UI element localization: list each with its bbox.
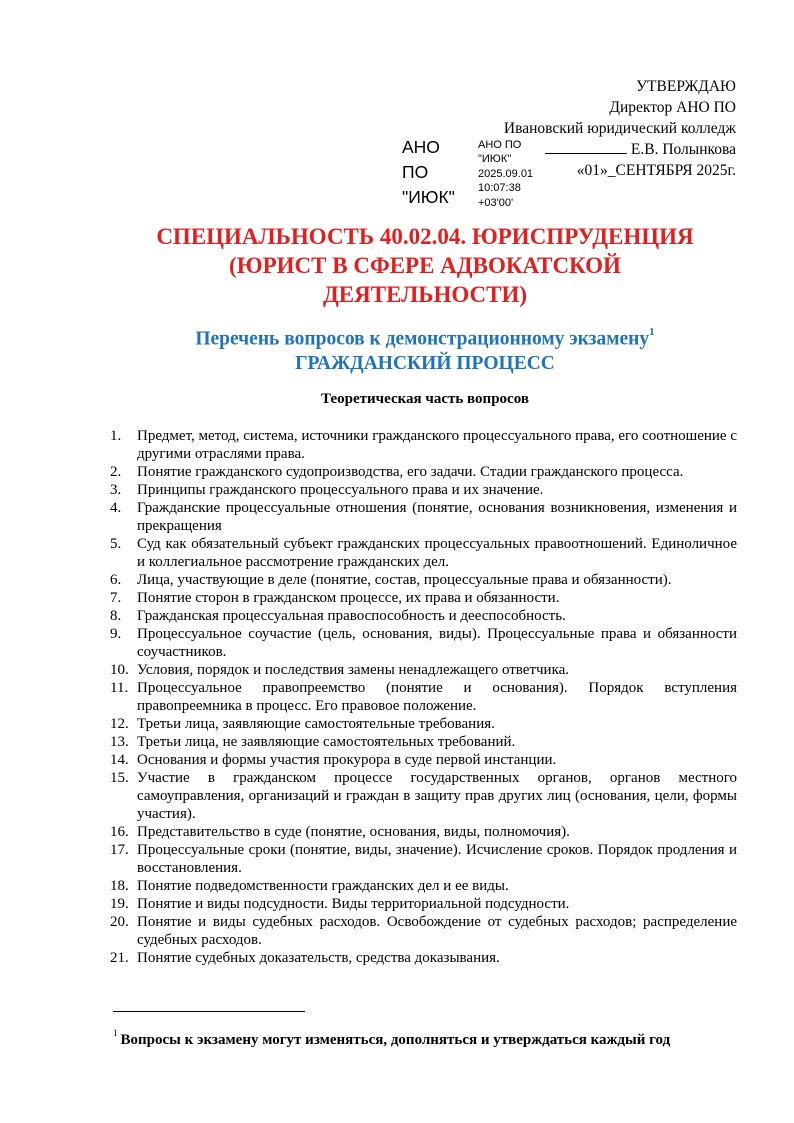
question-number: 21. bbox=[110, 950, 129, 966]
question-number: 2. bbox=[110, 464, 122, 480]
question-number: 16. bbox=[110, 824, 129, 840]
question-list bbox=[110, 427, 737, 967]
approval-signatory: Е.В. Полынкова bbox=[630, 141, 736, 158]
question-text: Предмет, метод, система, источники гражданского процессуального права, его соотношение с другими отраслями права. bbox=[137, 428, 737, 462]
question-text: Процессуальное правопреемство (понятие и основания). Порядок вступления правопреемника в процесс. Его правовое положение. bbox=[137, 680, 737, 714]
digital-signature-details bbox=[478, 138, 548, 210]
list-item bbox=[110, 481, 737, 499]
question-number: 20. bbox=[110, 914, 129, 930]
exam-subtitle bbox=[60, 322, 790, 376]
question-number: 7. bbox=[110, 590, 122, 606]
list-item bbox=[110, 841, 737, 877]
question-number: 1. bbox=[110, 428, 122, 444]
approval-heading: УТВЕРЖДАЮ bbox=[636, 78, 736, 95]
footnote-reference[interactable]: 1 bbox=[649, 326, 655, 338]
approval-organization: Ивановский юридический колледж bbox=[503, 120, 736, 137]
list-item bbox=[110, 715, 737, 733]
question-number: 13. bbox=[110, 734, 129, 750]
list-item bbox=[110, 895, 737, 913]
list-item bbox=[110, 607, 737, 625]
signature-small-line: 10:07:38 bbox=[478, 182, 521, 195]
question-text: Понятие судебных доказательств, средства доказывания. bbox=[137, 950, 500, 966]
list-item bbox=[110, 625, 737, 661]
specialty-title-line: СПЕЦИАЛЬНОСТЬ 40.02.04. ЮРИСПРУДЕНЦИЯ bbox=[156, 224, 694, 249]
specialty-title bbox=[60, 222, 790, 309]
question-number: 9. bbox=[110, 626, 122, 642]
question-text: Лица, участвующие в деле (понятие, состав, процессуальные права и обязанности). bbox=[137, 572, 672, 588]
question-number: 18. bbox=[110, 878, 129, 894]
list-item bbox=[110, 877, 737, 895]
list-item bbox=[110, 661, 737, 679]
question-text: Понятие подведомственности гражданских дел и ее виды. bbox=[137, 878, 509, 894]
list-item bbox=[110, 949, 737, 967]
signature-blank bbox=[545, 139, 627, 154]
question-number: 4. bbox=[110, 500, 122, 516]
question-number: 12. bbox=[110, 716, 129, 732]
question-number: 3. bbox=[110, 482, 122, 498]
list-item bbox=[110, 535, 737, 571]
specialty-title-line: (ЮРИСТ В СФЕРЕ АДВОКАТСКОЙ bbox=[229, 253, 621, 278]
question-text: Условия, порядок и последствия замены ненадлежащего ответчика. bbox=[137, 662, 570, 678]
question-number: 14. bbox=[110, 752, 129, 768]
question-text: Участие в гражданском процессе государственных органов, органов местного самоуправления, организаций и граждан в защиту прав других лиц (основания, цели, формы участия). bbox=[137, 770, 737, 822]
signature-large-line: АНО bbox=[402, 137, 440, 157]
footnote-separator bbox=[113, 1011, 305, 1012]
footnote-text: Вопросы к экзамену могут изменяться, дополняться и утверждаться каждый год bbox=[120, 1032, 671, 1048]
question-text: Понятие и виды подсудности. Виды территориальной подсудности. bbox=[137, 896, 570, 912]
subject-title: ГРАЖДАНСКИЙ ПРОЦЕСС bbox=[295, 352, 555, 374]
signature-small-line: 2025.09.01 bbox=[478, 167, 534, 180]
question-number: 17. bbox=[110, 842, 129, 858]
signature-large-line: ПО bbox=[402, 162, 429, 182]
question-text: Гражданская процессуальная правоспособность и дееспособность. bbox=[137, 608, 566, 624]
signature-small-line: АНО ПО bbox=[478, 139, 522, 151]
question-number: 6. bbox=[110, 572, 122, 588]
question-number: 15. bbox=[110, 770, 129, 786]
list-item bbox=[110, 499, 737, 535]
approval-date: «01»_СЕНТЯБРЯ 2025г. bbox=[576, 162, 736, 179]
question-text: Процессуальное соучастие (цель, основания, виды). Процессуальные права и обязанности соучастников. bbox=[137, 626, 737, 660]
list-item bbox=[110, 823, 737, 841]
signature-small-line: "ИЮК" bbox=[478, 153, 512, 166]
question-text: Понятие сторон в гражданском процессе, их права и обязанности. bbox=[137, 590, 560, 606]
list-item bbox=[110, 913, 737, 949]
question-number: 8. bbox=[110, 608, 122, 624]
list-item bbox=[110, 571, 737, 589]
question-text: Гражданские процессуальные отношения (понятие, основания возникновения, изменения и прекращения bbox=[137, 500, 737, 534]
list-item bbox=[110, 427, 737, 463]
question-text: Процессуальные сроки (понятие, виды, значение). Исчисление сроков. Порядок продления и восстановления. bbox=[137, 842, 737, 876]
question-text: Принципы гражданского процессуального права и их значение. bbox=[137, 482, 544, 498]
question-text: Основания и формы участия прокурора в суде первой инстанции. bbox=[137, 752, 557, 768]
exam-subtitle-text: Перечень вопросов к демонстрационному экзамену bbox=[195, 328, 650, 350]
exam-subtitle-line bbox=[60, 322, 790, 352]
signature-small-line: +03'00' bbox=[478, 196, 514, 209]
question-text: Понятие гражданского судопроизводства, его задачи. Стадии гражданского процесса. bbox=[137, 464, 684, 480]
list-item bbox=[110, 733, 737, 751]
question-text: Понятие и виды судебных расходов. Освобождение от судебных расходов; распределение судебных расходов. bbox=[137, 914, 737, 948]
list-item bbox=[110, 769, 737, 823]
approval-position: Директор АНО ПО bbox=[609, 99, 736, 116]
signature-large-line: "ИЮК" bbox=[402, 187, 455, 207]
question-number: 11. bbox=[110, 680, 129, 696]
question-text: Суд как обязательный субъект гражданских процессуальных правоотношений. Единоличное и коллегиальное рассмотрение гражданских дел. bbox=[137, 536, 737, 570]
question-number: 10. bbox=[110, 662, 129, 678]
question-number: 19. bbox=[110, 896, 129, 912]
question-text: Представительство в суде (понятие, основания, виды, полномочия). bbox=[137, 824, 570, 840]
question-text: Третьи лица, не заявляющие самостоятельных требований. bbox=[137, 734, 516, 750]
footnote bbox=[113, 1026, 753, 1049]
list-item bbox=[110, 589, 737, 607]
list-item bbox=[110, 751, 737, 769]
list-item bbox=[110, 679, 737, 715]
question-text: Третьи лица, заявляющие самостоятельные требования. bbox=[137, 716, 495, 732]
question-number: 5. bbox=[110, 536, 122, 552]
list-item bbox=[110, 463, 737, 481]
footnote-mark: 1 bbox=[113, 1028, 118, 1038]
section-heading: Теоретическая часть вопросов bbox=[321, 391, 529, 407]
digital-signature-name bbox=[402, 135, 472, 210]
specialty-title-line: ДЕЯТЕЛЬНОСТИ) bbox=[322, 282, 528, 307]
